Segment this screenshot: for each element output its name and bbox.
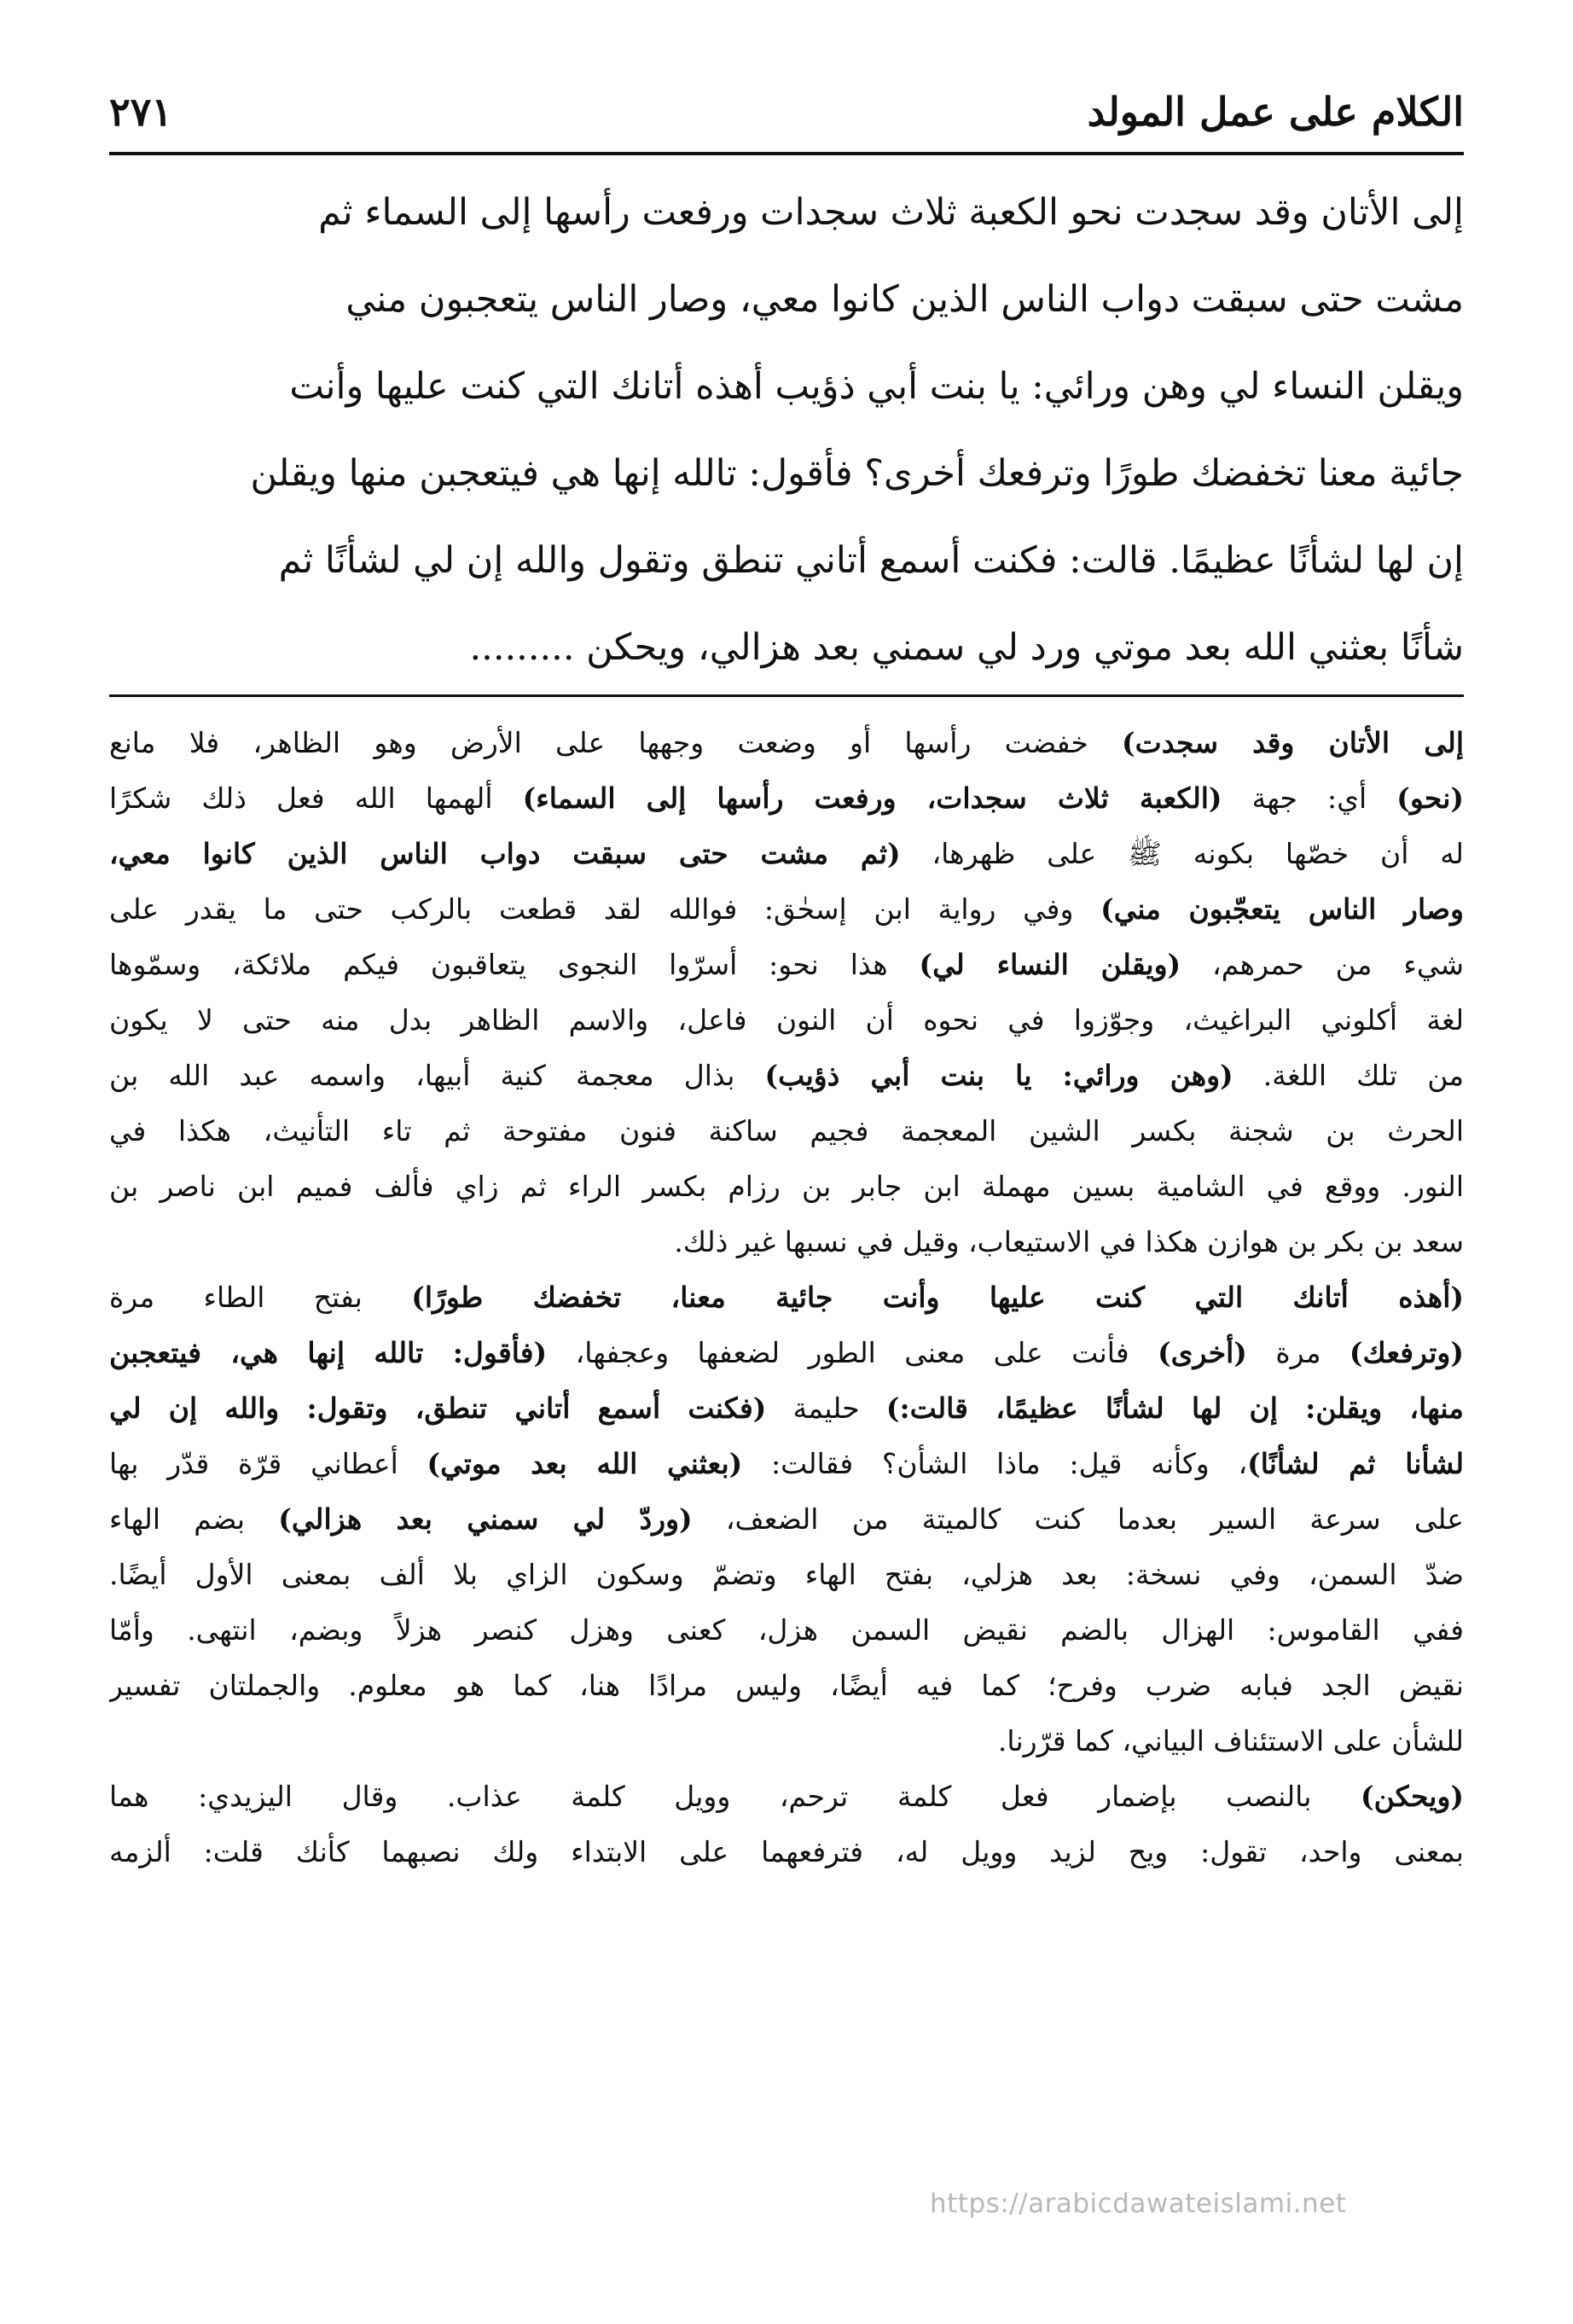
commentary-phrase: وفي رواية ابن إسحٰق: فوالله لقد قطعت بالركب حتى ما يقدر على [109,892,1101,926]
commentary-phrase: حليمة [766,1391,886,1425]
quoted-phrase: إلى الأتان وقد سجدت) [1122,726,1464,759]
commentary-phrase: مرة [1246,1336,1350,1369]
quoted-phrase: (فأقول: تالله إنها هي، فيتعجبن [109,1336,548,1369]
commentary-phrase: لغة أكلوني البراغيث، وجوّزوا في نحوه أن النون فاعل، والاسم الظاهر بدل منه حتى لا يكون [109,1003,1464,1037]
commentary-line [109,1380,1464,1436]
commentary-line [109,937,1464,992]
commentary-line [109,1103,1464,1159]
commentary-line [109,715,1464,770]
watermark-url: https://arabicdawateislami.net [930,2188,1347,2219]
main-text-line: إلى الأتان وقد سجدت نحو الكعبة ثلاث سجدات ورفعت رأسها إلى السماء ثم [318,191,1464,234]
commentary-phrase: بضم الهاء [109,1502,279,1536]
quoted-phrase: (ثم مشت حتى سبقت دواب الناس الذين كانوا معي، [109,837,901,870]
commentary-phrase: الحرث بن شجنة بكسر الشين المعجمة فجيم ساكنة فنون مفتوحة ثم تاء التأنيث، هكذا في [109,1114,1464,1147]
commentary-phrase: النور. ووقع في الشامية بسين مهملة ابن جابر بن رزام بكسر الراء ثم زاي فألف فميم ابن ناصر بن [109,1170,1464,1203]
commentary-line [109,1269,1464,1325]
commentary-line [109,1159,1464,1214]
main-text-line: ويقلن النساء لي وهن ورائي: يا بنت أبي ذؤيب أهذه أتانك التي كنت عليها وأنت [289,365,1464,408]
main-text-line: جائية معنا تخفضك طورًا وترفعك أخرى؟ فأقول: تالله إنها هي فيتعجبن منها ويقلن [250,452,1464,495]
commentary-line [109,1048,1464,1103]
commentary-phrase: ضدّ السمن، وفي نسخة: بعد هزلي، بفتح الهاء وتضمّ وسكون الزاي بلا ألف بمعنى الأول أيضًا. [109,1558,1464,1591]
page-number: ٢٧١ [109,89,173,135]
quoted-phrase: (وهن ورائي: يا بنت أبي ذؤيب) [764,1059,1233,1092]
commentary-text [109,715,1464,2225]
commentary-phrase: شيء من حمرهم، [1181,948,1464,981]
page-header [109,82,1464,142]
quoted-phrase: (أهذه أتانك التي كنت عليها وأنت جائية معنا، تخفضك طورًا) [411,1281,1464,1314]
commentary-phrase: أي: جهة [1222,781,1397,815]
commentary-phrase: أعطاني قرّة قدّر بها [109,1447,427,1480]
quoted-phrase: منها، ويقلن: إن لها لشأنًا عظيمًا، قالت:) [885,1391,1464,1425]
quoted-phrase: (وترفعك) [1349,1336,1464,1369]
commentary-line [109,1491,1464,1547]
commentary-line [109,770,1464,826]
commentary-line [109,881,1464,937]
quoted-phrase: (أخرى) [1158,1336,1247,1369]
commentary-phrase: سعد بن بكر بن هوازن هكذا في الاستيعاب، وقيل في نسبها غير ذلك. [674,1225,1464,1258]
header-divider [109,152,1464,155]
main-text-line: مشت حتى سبقت دواب الناس الذين كانوا معي، وصار الناس يتعجبون مني [345,278,1464,321]
main-text-line: شأنًا بعثني الله بعد موتي ورد لي سمني بعد هزالي، ويحكن ......... [469,626,1464,669]
commentary-phrase: فأنت على معنى الطور لضعفها وعجفها، [547,1336,1158,1369]
commentary-line [109,1602,1464,1658]
main-text-line: إن لها لشأنًا عظيمًا. قالت: فكنت أسمع أتاني تنطق وتقول والله إن لي لشأنًا ثم [278,539,1464,582]
commentary-phrase: ففي القاموس: الهزال بالضم نقيض السمن هزل، كعنى وهزل كنصر هزلاً وبضم، انتهى. وأمّا [109,1613,1464,1647]
commentary-phrase: للشأن على الاستئناف البياني، كما قرّرنا. [997,1724,1464,1758]
commentary-phrase: بذال معجمة كنية أبيها، واسمه عبد الله بن [109,1059,765,1092]
commentary-divider [109,694,1464,697]
commentary-line [109,1769,1464,1824]
commentary-phrase: من تلك اللغة. [1233,1059,1464,1092]
commentary-phrase: بالنصب بإضمار فعل كلمة ترحم، وويل كلمة عذاب. وقال اليزيدي: هما [109,1780,1361,1813]
quoted-phrase: لشأنا ثم لشأنًا) [1247,1447,1464,1480]
quoted-phrase: وصار الناس يتعجّبون مني) [1100,892,1464,926]
commentary-phrase: ألهمها الله فعل ذلك شكرًا [109,781,523,815]
commentary-line [109,1658,1464,1713]
commentary-line [109,1214,1464,1269]
quoted-phrase: (ويقلن النساء لي) [919,948,1181,981]
quoted-phrase: (بعثني الله بعد موتي) [427,1447,743,1480]
commentary-line [109,1325,1464,1380]
quoted-phrase: (فكنت أسمع أتاني تنطق، وتقول: والله إن لي [109,1391,767,1425]
quoted-phrase: (نحو) [1396,781,1464,815]
commentary-line [109,1547,1464,1602]
commentary-phrase: له أن خصّها بكونه ﷺ على ظهرها، [900,837,1464,870]
quoted-phrase: (ويحكن) [1361,1780,1464,1813]
commentary-line [109,1824,1464,1880]
commentary-phrase: نقيض الجد فبابه ضرب وفرح؛ كما فيه أيضًا، وليس مرادًا هنا، كما هو معلوم. والجملتان تفسير [109,1669,1464,1702]
commentary-line [109,1713,1464,1769]
commentary-line [109,992,1464,1048]
quoted-phrase: (وردّ لي سمني بعد هزالي) [278,1502,693,1536]
commentary-phrase: بفتح الطاء مرة [109,1281,412,1314]
commentary-phrase: بمعنى واحد، تقول: ويح لزيد وويل له، فترفعهما على الابتداء ولك نصبهما كأنك قلت: ألزمه [109,1835,1464,1868]
commentary-line [109,1436,1464,1491]
running-title: الكلام على عمل المولد [1087,89,1464,135]
main-text [109,169,1464,689]
commentary-phrase: خفضت رأسها أو وضعت وجهها على الأرض وهو الظاهر، فلا مانع [109,726,1123,759]
commentary-phrase: ، وكأنه قيل: ماذا الشأن؟ فقالت: [742,1447,1248,1480]
commentary-line [109,826,1464,881]
commentary-phrase: هذا نحو: أسرّوا النجوى يتعاقبون فيكم ملائكة، وسمّوها [109,948,920,981]
commentary-phrase: على سرعة السير بعدما كنت كالميتة من الضعف، [692,1502,1464,1536]
quoted-phrase: (الكعبة ثلاث سجدات، ورفعت رأسها إلى السماء) [522,781,1222,815]
